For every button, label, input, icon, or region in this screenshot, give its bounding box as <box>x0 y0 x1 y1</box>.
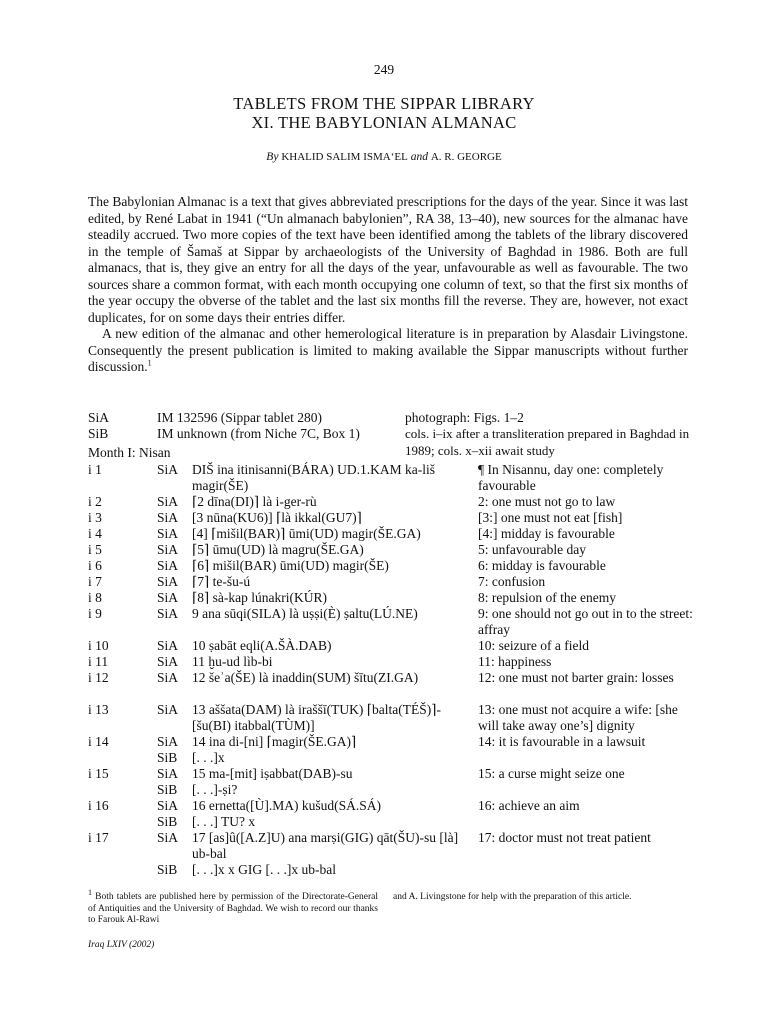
row-source: SiA <box>157 734 179 749</box>
row-transliteration: 11 ḫu-ud lìb-bi <box>192 654 273 669</box>
row-day: i 8 <box>88 590 102 605</box>
row-transliteration: [. . .]x x GIG [. . .]x ub-bal <box>192 862 336 877</box>
row-transliteration: 14 ina di-[ni] ⌈magir(ŠE.GA)⌉ <box>192 734 357 749</box>
row-source: SiA <box>157 542 179 557</box>
row-source: SiA <box>157 670 179 685</box>
row-transliteration: 17 [as]û([A.Z]U) ana marṣi(GIG) qāt(ŠU)-su [là] ub-bal <box>192 830 459 861</box>
row-transliteration: ⌈5⌉ ūmu(UD) là magru(ŠE.GA) <box>192 542 364 557</box>
row-source: SiA <box>157 558 179 573</box>
row-translation: 2: one must not go to law <box>478 494 616 509</box>
row-source: SiB <box>157 750 178 765</box>
intro-paragraph-2-text: A new edition of the almanac and other hemerological literature is in preparation by Alasdair Livingstone. Consequently the present publication is limited to making available the Sippar manuscripts without further discussion. <box>88 326 688 374</box>
row-day: i 1 <box>88 462 102 477</box>
footnote-left <box>88 887 379 927</box>
row-transliteration: [. . .] TU? x <box>192 814 256 829</box>
row-transliteration: 15 ma-[mit] iṣabbat(DAB)-su <box>192 766 353 781</box>
row-translation: 12: one must not barter grain: losses <box>478 670 674 685</box>
row-source: SiA <box>157 638 179 653</box>
row-day: i 14 <box>88 734 109 749</box>
author-2: A. R. GEORGE <box>430 151 502 163</box>
row-transliteration: 12 šeʾa(ŠE) là inaddin(SUM) šītu(ZI.GA) <box>192 670 419 685</box>
footnote-number: 1 <box>88 887 92 897</box>
row-transliteration: [4] ⌈mišil(BAR)⌉ ūmi(UD) magir(ŠE.GA) <box>192 526 421 541</box>
row-translation: ¶ In Nisannu, day one: completely favourable <box>478 462 664 493</box>
row-day: i 7 <box>88 574 102 589</box>
row-source: SiB <box>157 862 178 877</box>
row-day: i 2 <box>88 494 102 509</box>
row-transliteration: ⌈2 dīna(DI)⌉ là i-ger-rù <box>192 494 317 509</box>
row-translation: [3:] one must not eat [fish] <box>478 510 623 525</box>
row-translation: 17: doctor must not treat patient <box>478 830 651 845</box>
row-source: SiA <box>157 526 179 541</box>
row-transliteration: ⌈6⌉ mišil(BAR) ūmi(UD) magir(ŠE) <box>192 558 389 573</box>
row-translation: 16: achieve an aim <box>478 798 580 813</box>
row-translation: 15: a curse might seize one <box>478 766 625 781</box>
siglum-sia: SiA <box>88 410 110 425</box>
row-translation: 6: midday is favourable <box>478 558 606 573</box>
row-translation: 7: confusion <box>478 574 546 589</box>
row-day: i 13 <box>88 702 109 717</box>
row-translation: 13: one must not acquire a wife: [she will take away one’s] dignity <box>478 702 678 733</box>
siglum-sib-note: cols. i–ix after a transliteration prepared in Baghdad in 1989; cols. x–xii await study <box>405 426 690 458</box>
article-title-line2: XI. THE BABYLONIAN ALMANAC <box>251 113 517 132</box>
row-translation: [4:] midday is favourable <box>478 526 615 541</box>
row-source: SiA <box>157 766 179 781</box>
row-transliteration: ⌈8⌉ sà-kap lúnakri(KÚR) <box>192 590 327 605</box>
intro-paragraph-2 <box>88 326 688 376</box>
row-source: SiA <box>157 830 179 845</box>
row-day: i 16 <box>88 798 109 813</box>
row-day: i 15 <box>88 766 109 781</box>
row-day: i 9 <box>88 606 102 621</box>
row-transliteration: ⌈7⌉ te-šu-ú <box>192 574 251 589</box>
row-source: SiA <box>157 702 179 717</box>
month-heading: Month I: Nisan <box>88 445 171 460</box>
row-transliteration: DIŠ ina itinisanni(BÁRA) UD.1.KAM ka-liš magir(ŠE) <box>192 462 435 493</box>
row-transliteration: [. . .]x <box>192 750 225 765</box>
author-1: KHALID SALIM ISMA‘EL <box>281 151 408 163</box>
row-day: i 6 <box>88 558 102 573</box>
row-translation: 8: repulsion of the enemy <box>478 590 616 605</box>
row-source: SiA <box>157 590 179 605</box>
footnote-left-text: Both tablets are published here by permission of the Directorate-General of Antiquities and the University of Baghdad. We wish to record our thanks to Farouk Al-Rawi <box>88 892 379 925</box>
byline-by: By <box>266 151 279 163</box>
journal-citation: Iraq LXIV (2002) <box>88 940 155 950</box>
page-number: 249 <box>373 62 395 77</box>
siglum-sia-museum: IM 132596 (Sippar tablet 280) <box>157 410 322 425</box>
row-source: SiA <box>157 494 179 509</box>
row-source: SiB <box>157 814 178 829</box>
row-transliteration: 13 aššata(DAM) là iraššī(TUK) ⌈balta(TÉŠ)⌉-[šu(BI) itabbal(TÙM)] <box>192 702 441 733</box>
row-translation: 10: seizure of a field <box>478 638 589 653</box>
row-day: i 11 <box>88 654 109 669</box>
byline-and: and <box>410 151 428 163</box>
row-source: SiA <box>157 574 179 589</box>
row-transliteration: 9 ana sūqi(SILA) là uṣṣi(È) ṣaltu(LÚ.NE) <box>192 606 418 621</box>
siglum-sib-museum: IM unknown (from Niche 7C, Box 1) <box>157 426 360 441</box>
row-translation: 9: one should not go out in to the street: affray <box>478 606 693 637</box>
footnote-right: and A. Livingstone for help with the preparation of this article. <box>393 892 632 902</box>
byline <box>0 151 768 163</box>
row-translation: 14: it is favourable in a lawsuit <box>478 734 646 749</box>
siglum-sia-note: photograph: Figs. 1–2 <box>405 410 524 425</box>
row-source: SiA <box>157 462 179 477</box>
introduction <box>88 194 688 376</box>
row-day: i 4 <box>88 526 102 541</box>
row-source: SiA <box>157 654 179 669</box>
row-day: i 5 <box>88 542 102 557</box>
article-title-line1: TABLETS FROM THE SIPPAR LIBRARY <box>233 94 535 113</box>
row-transliteration: 10 ṣabāt eqli(A.ŠÀ.DAB) <box>192 638 332 653</box>
row-day: i 3 <box>88 510 102 525</box>
row-source: SiA <box>157 510 179 525</box>
row-source: SiA <box>157 798 179 813</box>
row-transliteration: 16 ernetta([Ù].MA) kušud(SÁ.SÁ) <box>192 798 381 813</box>
row-day: i 17 <box>88 830 109 845</box>
row-translation: 5: unfavourable day <box>478 542 586 557</box>
siglum-sib: SiB <box>88 426 109 441</box>
row-translation: 11: happiness <box>478 654 552 669</box>
row-day: i 10 <box>88 638 109 653</box>
intro-paragraph-1: The Babylonian Almanac is a text that gives abbreviated prescriptions for the days of the year. Since it was last edited, by René Labat in 1941 (“Un almanach babylonien”, RA 38, 13–40), new sources for the almanac have steadily accrued. Two more copies of the text have been identified among the tablets of the library discovered in the temple of Šamaš at Sippar by archaeologists of the University of Baghdad in 1986. Both are full almanacs, that is, they give an entry for all the days of the year, unfavourable as well as favourable. The two sources share a common format, with each month occupying one column of text, so that the first six months of the year occupy the obverse of the tablet and the last six months fill the reverse. They are, however, not exact duplicates, for on some days their entries differ. <box>88 194 688 325</box>
row-transliteration: [. . .]-ṣi? <box>192 782 238 797</box>
row-source: SiA <box>157 606 179 621</box>
row-transliteration: [3 nūna(KU6)] ⌈là ikkal(GU7)⌉ <box>192 510 362 525</box>
row-source: SiB <box>157 782 178 797</box>
row-day: i 12 <box>88 670 109 685</box>
footnote-marker: 1 <box>147 358 152 368</box>
